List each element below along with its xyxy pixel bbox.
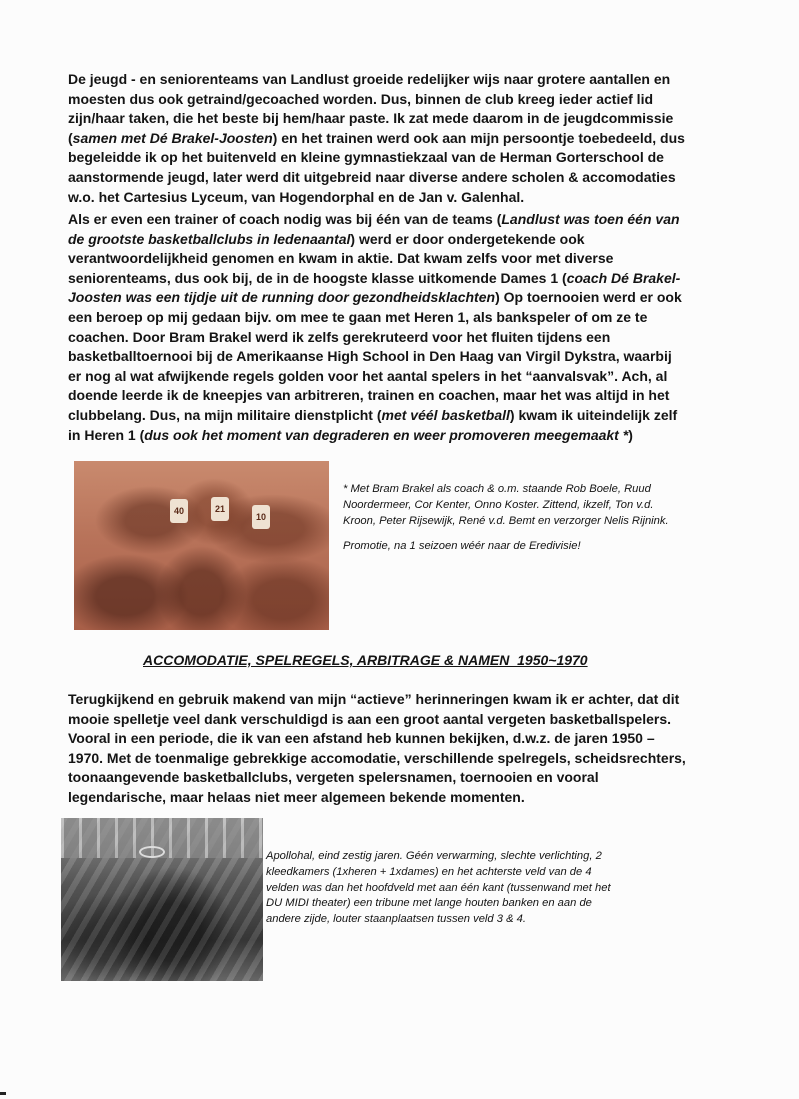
italic-note: Landlust was toen één van de grootste basketballclubs in ledenaantal [68,211,680,247]
paragraph-youth-teams [68,70,688,207]
italic-note: coach Dé Brakel-Joosten was een tijdje uit de running door gezondheidsklachten [68,269,681,306]
scan-edge-mark [0,1092,6,1095]
paragraph-1-text: De jeugd - en seniorenteams van Landlust groeide redelijker wijs naar grotere aantallen en moesten dus ook getraind/gecoached worden. Dus, binnen de club kreeg ieder actief lid zijn/haar taken, die het beste bij hem/haar paste. Ik zat mede daarom in de jeugdcommissie (samen met Dé Brakel-Joosten) en het trainen werd ook aan mijn persoontje toebedeeld, dus begeleidde ik op het buitenveld en kleine gymnastiekzaal van de Herman Gorterschool de aanstormende jeugd, later werd dit uitgebreid naar diverse andere scholen & accomodaties w.o. het Cartesius Lyceum, van Hogendorphal en de Jan v. Galenhal. [68,71,685,205]
section-heading: ACCOMODATIE, SPELREGELS, ARBITRAGE & NAMEN 1950~1970 [143,652,588,668]
jersey-number: 10 [252,505,270,529]
apollohal-caption-text: Apollohal, eind zestig jaren. Géén verwarming, slechte verlichting, 2 kleedkamers (1xheren + 1xdames) en het achterste veld van de 4 velden was dan het hoofdveld met aan één kant (tussenwand met het DU MIDI theater) een tribune met lange houten banken en aan de andere zijde, louter staanplaatsen tussen veld 3 & 4. [266,850,611,926]
paragraph-2-text: Als er even een trainer of coach nodig was bij één van de teams (Landlust was toen één van de grootste basketballclubs in ledenaantal) werd er door ondergetekende ook verantwoordelijkheid genomen en kwam in aktie. Dat kwam zelfs voor met diverse seniorenteams, dus ook bij, de in de hoogste klasse uitkomende Dames 1 (coach Dé Brakel-Joosten was een tijdje uit de running door gezondheidsklachten) Op toernooien werd er ook een beroep op mij gedaan bijv. om mee te gaan met Heren 1, als bankspeler of om ze te coachen. Door Bram Brakel werd ik zelfs gerekruteerd voor het fluiten tijdens een basketballtoernooi bij de Amerikaanse High School in Den Haag van Virgil Dykstra, waarbij er nog al wat afwijkende regels golden voor het aantal spelers in het “aanvalsvak”. Ach, al doende leerde ik de kneepjes van arbitreren, trainen en coachen, maar het was altijd in het clubbelang. Dus, na mijn militaire dienstplicht (met véél basketball) kwam ik uiteindelijk zelf in Heren 1 (dus ook het moment van degraderen en weer promoveren meegemaakt *) [68,211,682,443]
italic-note: met véél basketball [381,406,510,423]
team-photo-caption [343,482,688,555]
italic-note: dus ook het moment van degraderen en weer promoveren meegemaakt * [144,426,629,443]
promotion-note: Promotie, na 1 seizoen wéér naar de Eredivisie! [343,540,581,553]
jersey-number: 40 [170,499,188,523]
paragraph-3-text: Terugkijkend en gebruik makend van mijn “actieve” herinneringen kwam ik er achter, dat dit mooie spelletje veel dank verschuldigd is aan een groot aantal vergeten basketballspelers. Vooral in een periode, die ik van een afstand heb kunnen bekijken, d.w.z. de jaren 1950 – 1970. Met de toenmalige gebrekkige accomodatie, verschillende spelregels, scheidsrechters, toonaangevende basketballclubs, vergeten spelersnamen, toernooien en vooral legendarische, maar helaas niet meer algemeen bekende momenten. [68,691,686,805]
apollohal-photo [61,818,263,981]
apollohal-caption [266,849,626,928]
team-photo [74,461,329,630]
team-photo-caption-text: * Met Bram Brakel als coach & o.m. staande Rob Boele, Ruud Noordermeer, Cor Kenter, Onno Koster. Zittend, ikzelf, Ton v.d. Kroon, Peter Rijsewijk, René v.d. Bemt en verzorger Nelis Rijnink. [343,483,669,527]
basket-hoop [139,846,165,858]
italic-note: samen met Dé Brakel-Joosten [72,129,273,146]
paragraph-memories [68,690,688,808]
jersey-number: 21 [211,497,229,521]
paragraph-coaching [68,210,688,445]
